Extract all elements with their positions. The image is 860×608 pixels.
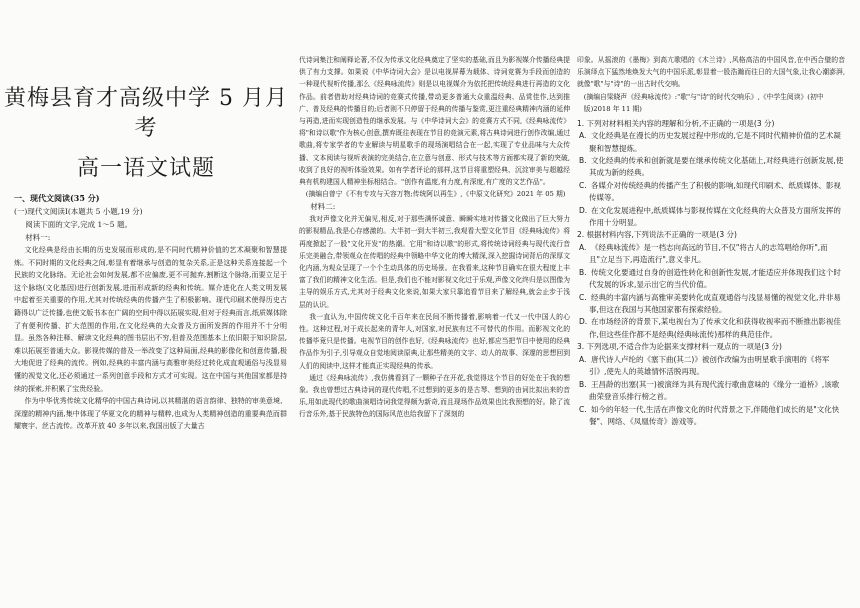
material1-continued: 代诗词集注和阐释论著,不仅为传承文化经典奠定了坚实的基础,而且为影视媒介传播经典提供了有力支撑。如果说《中华诗词大会》是以电视屏幕为载体、诗词竞赛为手段而创造的一种现代视听传播,那么《经典咏流传》则是以电视媒介为依托把传统经典进行再造的文化作品。前者借助对经典诗词的竞赛式传播,带动更多普通大众重温经典、品赏佳作,达到推广、普及经典的传播目的;后者则不只停留于经典的传播与鉴赏,更注重经典精神内涵的延伸与再造,进而实现创造性的继承发展。与《中华诗词大会》的竞赛方式不同,《经典咏流传》将"和诗以歌"作为核心创意,撰弃既往表现在节目的竞演元素,将古典诗词进行创作改编,通过歌曲,将专家学者的专业解读与明星歌手的现场演唱结合在一起,实现了专业品味与大众传播、文本阅读与视听表演的完美结合,在立意与创意、形式与技术等方面都实现了新的突破,收到了良好的视听体验效果。如有学者评论的那样,这节目将重塑经典、沉淀审美与超越经典有机构建国人精神坐标相结合。"创作有温度,有力度,有深度,有广度的文艺作品"。 — [299, 56, 571, 187]
question-stem: 3. 下列选项,不适合作为论据来支撑材料一观点的一项是(3 分) — [577, 342, 782, 352]
material2-paragraph: 我对声像文化并无偏见,相反,对于那些满怀诚意、瞬瞬实地对传播文化做出了巨大努力的影视精品,我是心存感激的。大半初一到大半初三,我观看大型文化节目《经典咏流传》将再度掀起了一股"文化开发"的热潮。它用"和诗以歌"的形式,将传统诗词经典与现代流行音乐完美融合,带领观众在传唱的经典中领略中华文化的博大精深,深入挖掘诗词背后的深厚文化内涵,为观众呈现了一个个生动具体的历史场景。在我看来,这种节目确实在很大程度上丰富了我们的精神文化生活。但是,我们也不能对影视文化过于乐观,声像文化终归是以图像为主导的娱乐方式,尤其对于经典文化来说,如果大家只靠追看节目来了解经典,就会止步于浅层的认识。 — [299, 215, 570, 309]
material1-paragraph: 作为中华优秀传统文化精华的中国古典诗词,以其精湛的语言韵律、独特的审美意境、深邃的精神内涵,集中体现了华夏文化的精神与精粹,也成为人类精神创造的重要典范而群耀寰宇、丝古流传。改革开放 40 多年以来,我国出版了大量古 — [14, 397, 287, 431]
question-2 — [577, 229, 845, 341]
instruction: 阅读下面的文字,完成 1～5 题。 — [25, 220, 132, 229]
right-column — [577, 54, 845, 428]
option-c[interactable]: C. 如今的年轻一代,生活在声像文化的时代背景之下,伴随他们成长的是"文化快餐"、网络、《凤凰传奇》游戏等。 — [579, 404, 840, 426]
material2-continued: 印象。从摇滚的《墨梅》到高亢歌唱的《木兰诗》,风格高洁的中国风音,在中西合璧的音乐演绎点下猛然地焕发大气的中国乐派,彰显着一股浩瀚而往日的大国气象,让我心潮澎湃,就像"歌"与"诗"的一出古时代交响。 — [577, 56, 845, 89]
left-column — [14, 192, 287, 433]
question-stem: 1. 下列对材料相关内容的理解和分析,不正确的一项是(3 分) — [577, 118, 775, 128]
material1-paragraph: 文化经典是经由长期的历史发展而形成的,是不同时代精神价值的艺术凝聚和智慧提炼。不同时期的文化经典之间,彰显有着继承与创造的复杂关系,正是这种关系连接起一个民族的文化脉络。无论社会如何发展,都不应偏废,更不可抛弃,割断这个脉络,而要立足于这个脉络(文化基因)进行创新发展,进而形成新的经典和传统。媒介进化在人类文明发展中起着至关重要的作用,尤其对传统经典的传播产生了积极影响。现代印刷术使得历史古籍得以广泛传播,也使文版书本在广阔的空间中得以拓展实现,但对于经典而言,纸质媒体除了有便利传播、扩大范围的作用,在文化经典的大众普及方面所发挥的作用并不十分明显。虽然各种注释、解读文化经典的图书层出不穷,但普及范围基本上依旧限于知识阶层,难以拓展至普通大众。影视传媒的普及一举改变了这种局面,经典的影像化和创意传播,极大地促进了经典的流传。例如,经典的丰富内涵与高雅审美经过转化成直观通俗与浅显易懂的视觉文化,还必须通过一系列创意手段和方式才可实现。这在中国与其他国家都是持续的探索,并积累了宝贵经验。 — [14, 246, 287, 393]
option-b[interactable]: B. 传统文化要通过自身的创造性转化和创新性发展,才能适应并体现我们这个时代发展的诉求,显示出它的当代价值。 — [579, 267, 841, 290]
material2-citation: (摘编自梁晓声《经典咏流传》:"歌"与"诗"的时代交响乐》,《中学生阅读》(初中版)2018 年 11 期) — [583, 92, 824, 113]
section-heading: 一、现代文阅读(35 分) — [14, 193, 100, 203]
question-stem: 2. 根据材料内容,下列说法不正确的一项是(3 分) — [577, 230, 737, 240]
sub-heading: (一)现代文阅读Ⅰ(本题共 5 小题,19 分) — [14, 207, 143, 216]
material2-label: 材料二: — [310, 202, 336, 212]
option-a[interactable]: A. 文化经典是在漫长的历史发展过程中形成的,它是不同时代精神价值的艺术凝聚和智慧提炼。 — [579, 131, 841, 153]
option-d[interactable]: D. 在市场经济的背景下,某电视台为了传承文化和获得收视率而不断推出影视佳作,但这些佳作都不是经典(经典咏流传)那样的典范佳作。 — [579, 317, 841, 339]
question-3 — [577, 341, 845, 428]
option-b[interactable]: B. 王昌龄的出塞(其一)被演绎为具有现代流行歌曲意味的《缘分一道桥》,该歌曲荣登音乐排行榜之首。 — [579, 379, 840, 402]
material1-label: 材料一: — [25, 233, 51, 242]
material2-paragraph: 通过《经典咏流传》,我仿佛看到了一颗种子在开花,我觉得这个节目的好处在于我的想象。我也曾想过古典诗词的现代传唱,不过想到的更多的是古琴、想到的由词比拟出来的音乐,用如此现代的歌曲演唱诗词我觉得颇为新奇,而且现场作品效果也比我预想的好。除了流行音乐外,基于民族特色的国际风范也给我留下了深刻的 — [299, 373, 570, 419]
option-d[interactable]: D. 在文化发展进程中,纸质媒体与影视传媒在文化经典的大众普及方面所发挥的作用十分明显。 — [579, 205, 841, 228]
option-c[interactable]: C. 各媒介对传统经典的传播产生了积极的影响,如现代印刷术、纸质媒体、影视传媒等。 — [579, 180, 841, 203]
title-block — [0, 84, 292, 184]
material2-paragraph: 我一直认为,中国传统文化千百年来在民间不断传播着,影响着一代又一代中国人的心性。这种过程,对于成长起来的青年人,对国家,对民族有过不可替代的作用。而影视文化的传播毕竟只是传播。电视节目的创作也好,《经典咏流传》也好,都应当把节目中使用的经典作品作为引子,引导观众自觉地阅读原典,让那些精美的文字、动人的故事、深邃的思想回到人们的阅读中,这样才能真正实现经典的传承。 — [299, 312, 570, 370]
middle-column — [299, 54, 570, 421]
question-1 — [577, 118, 845, 230]
material1-citation: (摘编自曾宁《不有专攻与天容万物;传统阿以再生》,《中原文化研究》2021 年 05 期) — [305, 190, 566, 199]
option-a[interactable]: A. 唐代诗人卢纶的《塞下曲(其二)》被创作改编为由明星歌手演唱的《将军引》,使先人的英雄情怀活脱再现。 — [579, 354, 830, 377]
option-b[interactable]: B. 文化经典的传承和创新就是要在继承传统文化基础上,对经典进行创新发展,使其成为新的经典。 — [579, 156, 844, 178]
option-a[interactable]: A. 《经典咏流传》是一档志向高远的节目,不仅"将古人的志笃唱给你听",而且"立足当下,再造流行",意义非凡。 — [579, 243, 828, 265]
option-c[interactable]: C. 经典的丰富内涵与高雅审美要转化成直观通俗与浅显易懂的视觉文化,并非易事,但这在我国与其他国家都有探索经验。 — [579, 292, 841, 315]
school-title: 黄梅县育才高级中学 5 月月考 — [4, 86, 288, 141]
exam-title: 高一语文试题 — [76, 156, 215, 181]
